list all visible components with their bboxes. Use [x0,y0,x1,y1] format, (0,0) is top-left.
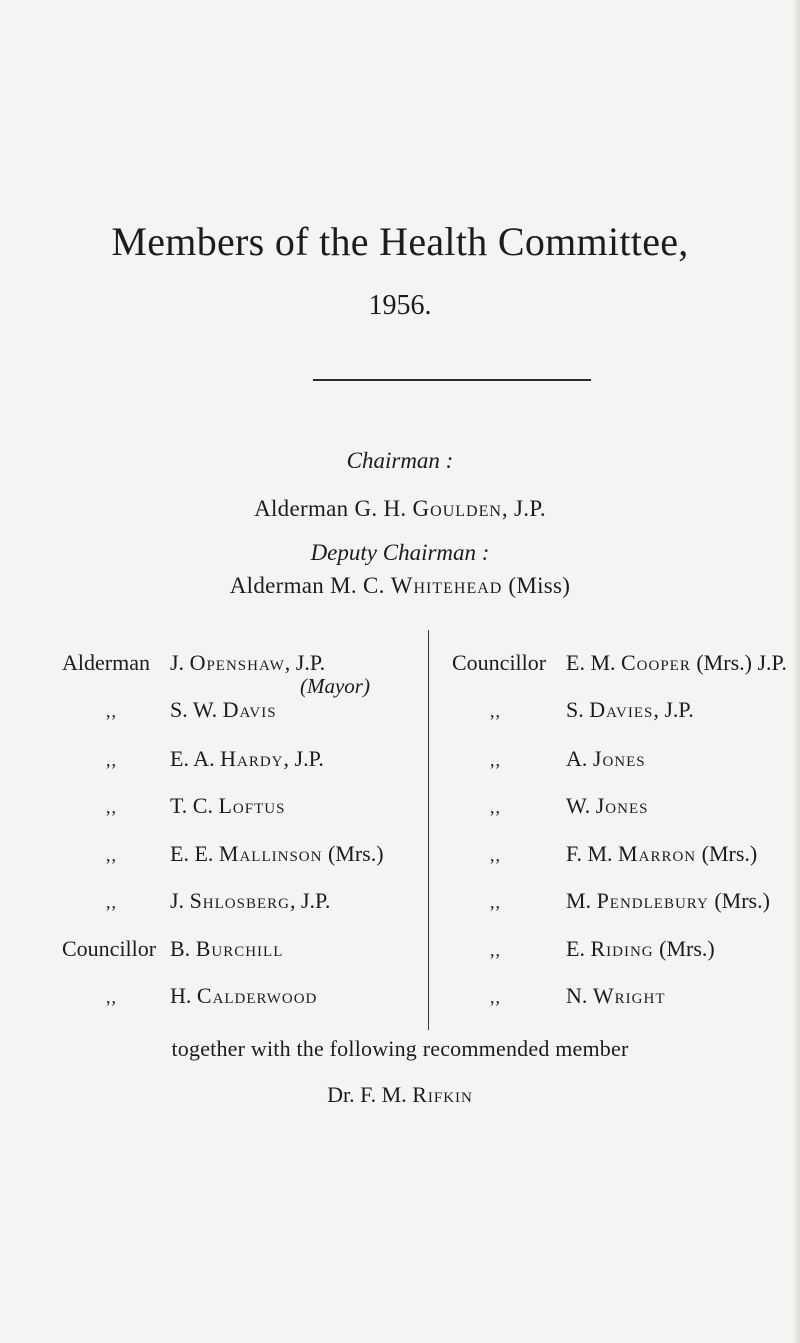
left-member [170,983,317,1009]
right-member [566,793,648,819]
right-ditto-mark: ,, [490,797,501,817]
member-surname: Loftus [218,793,286,818]
deputy-prefix: Alderman M. C. [229,573,385,598]
left-member [170,888,330,914]
member-initials: J. [170,888,190,913]
member-initials: T. C. [170,793,219,818]
member-initials: J. [170,650,190,675]
left-ditto-mark: ,, [106,892,117,912]
member-surname: Wright [592,983,666,1008]
member-initials: S. W. [170,697,223,722]
left-member [170,841,384,867]
chairman-suffix: , J.P. [501,496,546,521]
member-initials: E. A. [170,746,221,771]
left-ditto-mark: ,, [106,750,117,770]
member-surname: Openshaw [189,650,285,675]
right-member [566,841,757,867]
right-title-councillor: Councillor [452,650,547,675]
right-ditto-mark: ,, [490,750,501,770]
member-surname: Jones [592,746,646,771]
member-initials: E. [566,936,591,961]
member-surname: Shlosberg [189,888,290,913]
member-surname: Mallinson [218,841,323,866]
page-edge [792,0,800,1343]
member-surname: Marron [618,841,697,866]
member-initials: W. [566,793,596,818]
member-surname: Cooper [621,650,691,675]
left-title-alderman: Alderman [62,650,150,675]
right-ditto-mark: ,, [490,701,501,721]
deputy-chairman-name [0,573,800,599]
recommended-member [0,1082,800,1108]
member-suffix: , J.P. [289,888,331,913]
left-ditto-mark: ,, [106,987,117,1007]
deputy-chairman-label: Deputy Chairman : [310,540,490,565]
right-member [566,983,665,1009]
left-member [170,697,277,723]
deputy-suffix: (Miss) [508,573,571,598]
document-year: 1956. [368,290,432,321]
member-surname: Pendlebury [596,888,709,913]
member-suffix: (Mrs.) [653,936,715,961]
column-divider [428,630,429,1030]
together-line: together with the following recommended member [171,1036,629,1061]
member-surname: Calderwood [196,983,318,1008]
member-initials: A. [566,746,593,771]
recommended-surname: Rifkin [412,1082,473,1107]
right-member [566,936,715,962]
left-ditto-mark: ,, [106,845,117,865]
member-surname: Hardy [220,746,284,771]
member-initials: E. E. [170,841,219,866]
member-initials: E. M. [566,650,621,675]
left-member [170,746,324,772]
member-initials: N. [566,983,593,1008]
left-member [170,793,285,819]
member-suffix: (Mrs.) [708,888,770,913]
right-ditto-mark: ,, [490,845,501,865]
left-ditto-mark: ,, [106,701,117,721]
member-surname: Burchill [195,936,284,961]
right-member [566,697,694,723]
right-ditto-mark: ,, [490,940,501,960]
right-ditto-mark: ,, [490,892,501,912]
chairman-prefix: Alderman G. H. [254,496,407,521]
left-title-councillor: Councillor [62,936,157,961]
member-suffix: , J.P. [283,746,324,771]
deputy-surname: Whitehead [390,573,503,598]
member-initials: F. M. [566,841,619,866]
member-surname: Jones [595,793,649,818]
member-surname: Riding [590,936,654,961]
chairman-surname: Goulden [412,496,502,521]
recommended-prefix: Dr. F. M. [327,1082,407,1107]
right-member [566,650,787,676]
member-initials: M. [566,888,597,913]
left-ditto-mark: ,, [106,797,117,817]
member-initials: S. [566,697,590,722]
member-suffix: (Mrs.) J.P. [690,650,787,675]
member-surname: Davies [589,697,654,722]
left-member [170,650,325,676]
chairman-name [0,496,800,522]
member-suffix: (Mrs.) [696,841,758,866]
member-surname: Davis [222,697,277,722]
member-initials: H. [170,983,197,1008]
mayor-note: (Mayor) [300,674,370,698]
right-member [566,888,770,914]
member-suffix: (Mrs.) [322,841,384,866]
left-member [170,936,283,962]
member-suffix: , J.P. [653,697,694,722]
right-ditto-mark: ,, [490,987,501,1007]
document-title: Members of the Health Committee, [111,219,689,264]
right-member [566,746,646,772]
member-suffix: , J.P. [284,650,326,675]
chairman-label: Chairman : [346,448,454,473]
member-initials: B. [170,936,196,961]
title-rule [313,379,591,381]
